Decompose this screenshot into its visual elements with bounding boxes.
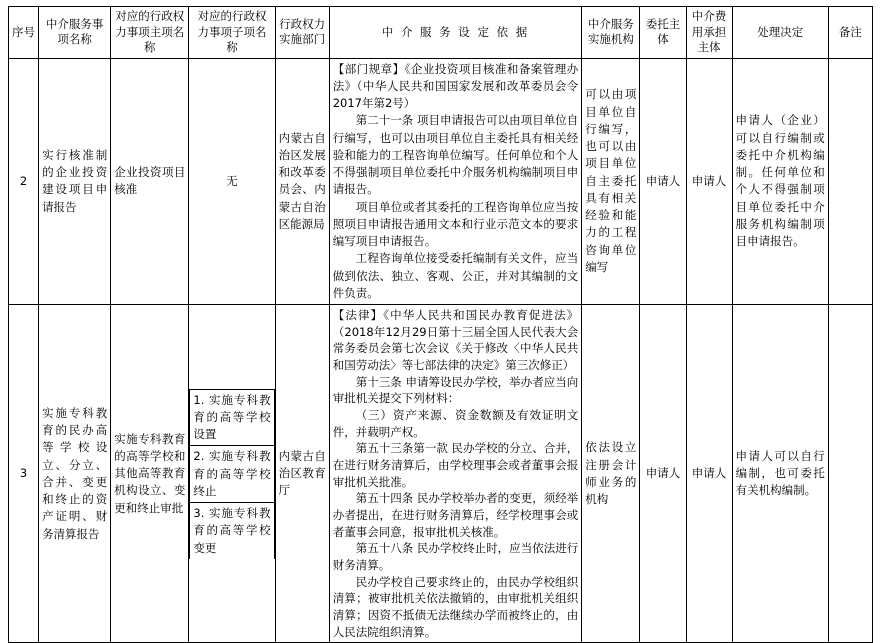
cell-decision: 申请人（企业）可以自行编制或委托中介机构编制。任何单位和个人不得强制项目单位委托中介服务机构编制项目申请报告。	[732, 58, 828, 305]
basis-paragraph: 第五十八条 民办学校终止时，应当依法进行财务清算。	[332, 541, 579, 573]
header-org: 中介服务实施机构	[582, 7, 640, 59]
basis-paragraph: （三）资产来源、资金数额及有效证明文件，并载明产权。	[332, 408, 579, 439]
cell-decision: 申请人可以自行编制，也可委托有关机构编制。	[732, 305, 828, 643]
power-sub-label: 2. 实施专科教育的高等学校终止	[190, 446, 274, 503]
cell-org: 依法设立注册会计师业务的机构	[582, 305, 640, 643]
cell-entrust: 申请人	[640, 58, 686, 305]
table-header-row	[9, 7, 873, 59]
cell-org: 可以由项目单位自行编写，也可以由项目单位自主委托具有相关经验和能力的工程咨询单位编写	[582, 58, 640, 305]
cell-service-name: 实行核准制的企业投资建设项目申请报告	[39, 58, 111, 305]
header-power-main: 对应的行政权力事项主项名称	[111, 7, 189, 59]
basis-paragraph: 工程咨询单位接受委托编制有关文件，应当做到依法、独立、客观、公正，并对其编制的文件负责。	[332, 251, 579, 300]
cell-department: 内蒙古自治区教育厅	[275, 305, 329, 643]
basis-paragraph: 【部门规章】《企业投资项目核准和备案管理办法》（中华人民共和国国家发展和改革委员会令2017年第2号）	[332, 61, 579, 111]
power-sub-label: 1. 实施专科教育的高等学校设置	[190, 389, 274, 446]
basis-paragraph: 第五十三条第一款 民办学校的分立、合并，在进行财务清算后，由学校理事会或者董事会报审批机关批准。	[332, 441, 579, 489]
header-department: 行政权力实施部门	[275, 7, 329, 59]
cell-seq: 2	[9, 58, 39, 305]
table-body	[9, 58, 873, 643]
header-basis: 中 介 服 务 设 定 依 据	[329, 7, 582, 59]
cell-seq: 3	[9, 305, 39, 643]
basis-paragraph: 第二十一条 项目申请报告可以由项目单位自行编写，也可以由项目单位自主委托具有相关经验和能力的工程咨询单位编写。任何单位和个人不得强制项目单位委托中介服务机构编制项目申请报告。	[332, 113, 579, 197]
intermediary-service-table	[8, 6, 873, 643]
basis-paragraph: 第五十四条 民办学校举办者的变更，须经举办者提出，在进行财务清算后，经学校理事会或者董事会同意，报审批机关核准。	[332, 491, 579, 539]
header-remark: 备注	[828, 7, 872, 59]
cell-entrust: 申请人	[640, 305, 686, 643]
power-sub-item	[190, 503, 274, 559]
cell-power-sub: 无	[189, 58, 275, 305]
header-power-sub: 对应的行政权力事项子项名称	[189, 7, 275, 59]
basis-paragraph: 【法律】《中华人民共和国民办教育促进法》（2018年12月29日第十三届全国人民代表大会常务委员会第七次会议《关于修改〈中华人民共和国劳动法〉等七部法律的决定》第三次修正）	[332, 308, 579, 373]
cell-service-name: 实施专科教育的民办高等学校设立、分立、合并、变更和终止的资产证明、财务清算报告	[39, 305, 111, 643]
basis-paragraph: 第十三条 申请筹设民办学校，举办者应当向审批机关提交下列材料：	[332, 374, 579, 406]
table-header	[9, 7, 873, 59]
header-decision: 处理决定	[732, 7, 828, 59]
basis-paragraph: 民办学校自己要求终止的，由民办学校组织清算；被审批机关依法撤销的，由审批机关组织清算；因资不抵债无法继续办学而被终止的，由人民法院组织清算。	[332, 574, 579, 639]
cell-power-main: 企业投资项目核准	[111, 58, 189, 305]
header-entrust: 委托主体	[640, 7, 686, 59]
cell-basis	[329, 305, 582, 643]
cell-bearer: 申请人	[686, 305, 732, 643]
cell-basis	[329, 58, 582, 305]
power-sub-label: 3. 实施专科教育的高等学校变更	[190, 503, 274, 559]
power-sub-item	[190, 389, 274, 446]
header-service-name: 中介服务事项名称	[39, 7, 111, 59]
cell-remark	[828, 305, 872, 643]
cell-remark	[828, 58, 872, 305]
header-seq: 序号	[9, 7, 39, 59]
table-row	[9, 305, 873, 643]
power-sub-item	[190, 446, 274, 503]
basis-paragraph: 项目单位或者其委托的工程咨询单位应当按照项目申请报告通用文本和行业示范文本的要求编写项目申请报告。	[332, 199, 579, 249]
header-bearer: 中介费用承担主体	[686, 7, 732, 59]
table-row	[9, 58, 873, 305]
cell-power-main: 实施专科教育的高等学校和其他高等教育机构设立、变更和终止审批	[111, 305, 189, 643]
document-page	[0, 6, 881, 639]
cell-department: 内蒙古自治区发展和改革委员会、内蒙古自治区能源局	[275, 58, 329, 305]
cell-bearer: 申请人	[686, 58, 732, 305]
power-sub-list	[189, 389, 274, 559]
cell-power-sub	[189, 305, 275, 643]
